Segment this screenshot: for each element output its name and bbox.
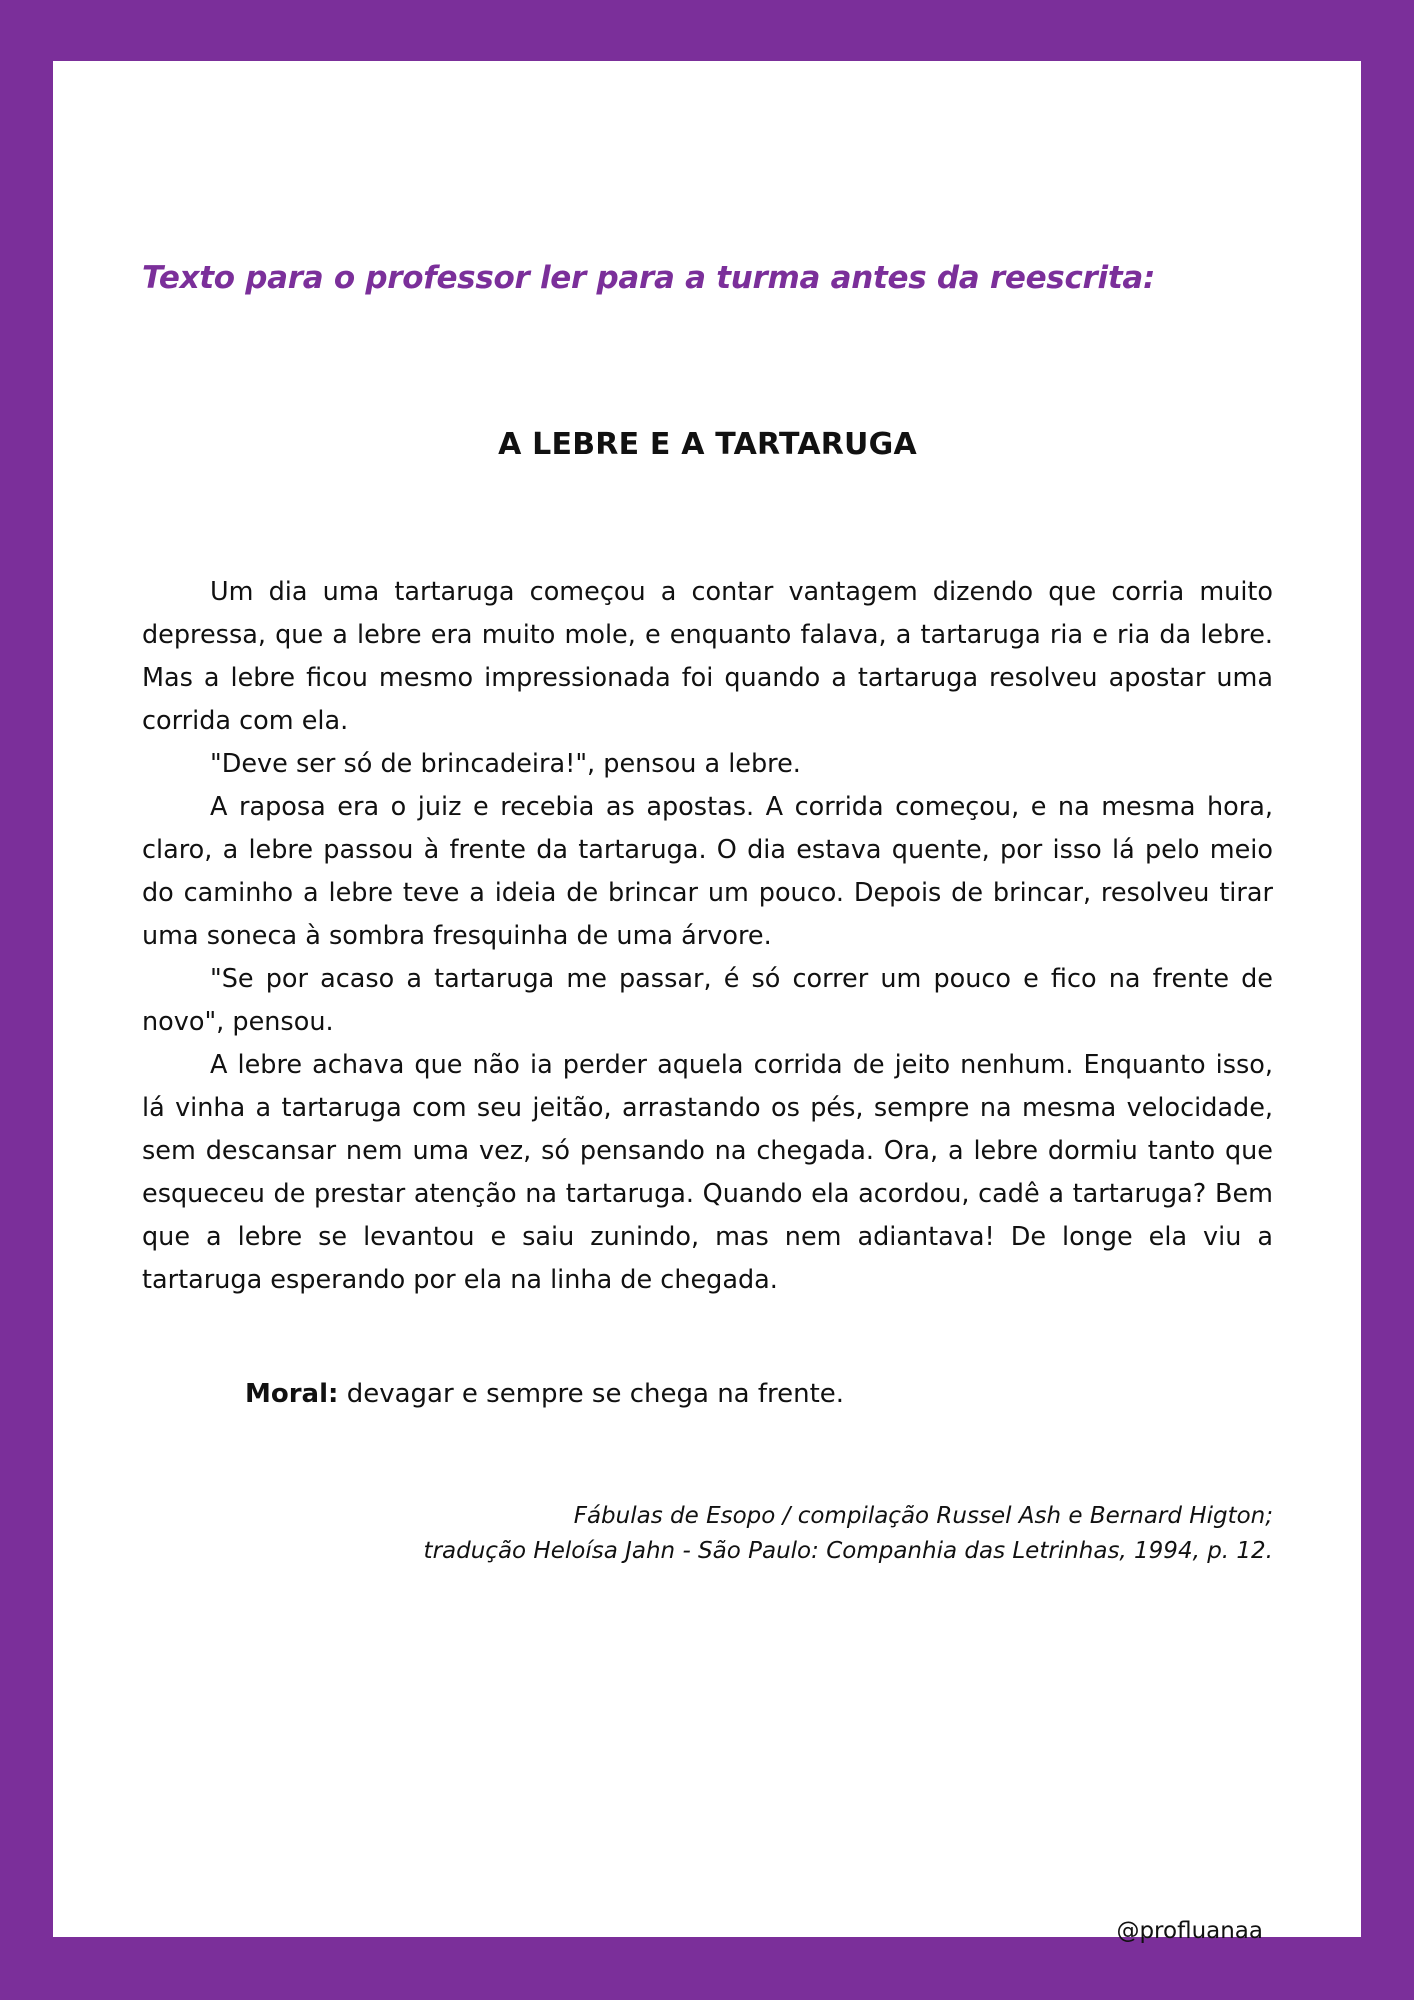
- story-body: [142, 571, 1273, 1302]
- story-title: A LEBRE E A TARTARUGA: [498, 427, 917, 462]
- document-page: [53, 61, 1361, 1944]
- story-paragraph: "Deve ser só de brincadeira!", pensou a lebre.: [210, 749, 801, 779]
- story-paragraph: A lebre achava que não ia perder aquela corrida de jeito nenhum. Enquanto isso, lá vinha a tartaruga com seu jeitão, arrastando os pés, sempre na mesma velocidade, sem descansar nem uma vez, só pensando na chegada. Ora, a lebre dormiu tanto que esqueceu de prestar atenção na tartaruga. Quando ela acordou, cadê a tartaruga? Bem que a lebre se levantou e saiu zunindo, mas nem adiantava! De longe ela viu a tartaruga esperando por ela na linha de chegada.: [142, 1050, 1273, 1295]
- story-paragraph: A raposa era o juiz e recebia as apostas. A corrida começou, e na mesma hora, claro, a lebre passou à frente da tartaruga. O dia estava quente, por isso lá pelo meio do caminho a lebre teve a ideia de brincar um pouco. Depois de brincar, resolveu tirar uma soneca à sombra fresquinha de uma árvore.: [142, 792, 1273, 951]
- story-paragraph: Um dia uma tartaruga começou a contar vantagem dizendo que corria muito depressa, que a lebre era muito mole, e enquanto falava, a tartaruga ria e ria da lebre. Mas a lebre ficou mesmo impressionada foi quando a tartaruga resolveu apostar uma corrida com ela.: [142, 577, 1273, 736]
- moral-label: Moral:: [245, 1379, 339, 1409]
- source-citation: [142, 1499, 1273, 1569]
- teacher-instruction-heading: Texto para o professor ler para a turma antes da reescrita:: [142, 260, 1156, 296]
- moral-line: [245, 1379, 844, 1409]
- moral-text: devagar e sempre se chega na frente.: [346, 1379, 845, 1409]
- author-handle: @profluanaa: [1116, 1918, 1263, 1944]
- story-paragraph: "Se por acaso a tartaruga me passar, é só correr um pouco e fico na frente de novo", pensou.: [142, 964, 1273, 1037]
- source-line: Fábulas de Esopo / compilação Russel Ash e Bernard Higton;: [573, 1503, 1273, 1529]
- source-line: tradução Heloísa Jahn - São Paulo: Companhia das Letrinhas, 1994, p. 12.: [423, 1538, 1273, 1564]
